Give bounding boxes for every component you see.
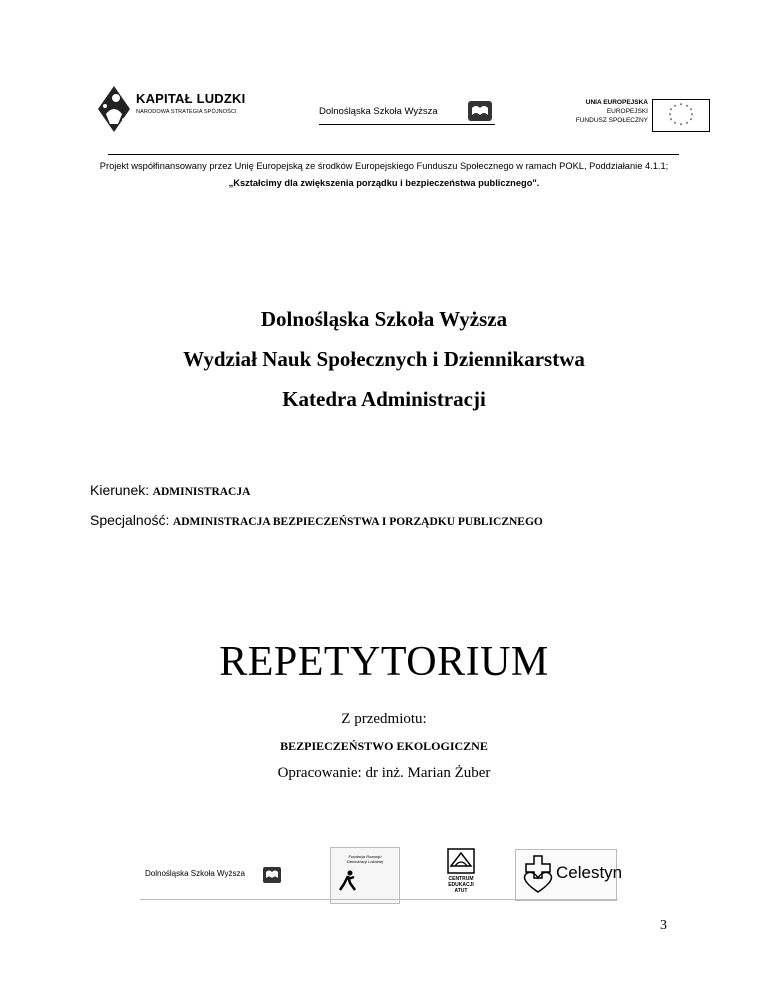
faculty-name: Wydział Nauk Społecznych i Dziennikarstwa bbox=[183, 347, 585, 371]
svg-text:*: * bbox=[690, 113, 694, 119]
atut-logo bbox=[444, 848, 478, 900]
document-title: REPETYTORIUM bbox=[219, 639, 549, 685]
svg-text:*: * bbox=[669, 118, 673, 124]
svg-text:*: * bbox=[679, 123, 683, 129]
dsw-footer-logo bbox=[140, 864, 290, 888]
eu-line2: EUROPEJSKI bbox=[606, 108, 648, 115]
university-name: Dolnośląska Szkoła Wyższa bbox=[260, 307, 508, 331]
svg-text:*: * bbox=[685, 104, 689, 111]
fundacja-logo bbox=[330, 847, 400, 904]
svg-text:*: * bbox=[679, 103, 683, 109]
atut-text: CENTRUM EDUKACJI ATUT bbox=[448, 876, 474, 894]
department-name: Katedra Administracji bbox=[282, 387, 486, 411]
kapital-ludzki-logo bbox=[96, 84, 286, 134]
eu-logo bbox=[575, 99, 710, 131]
running-figure-icon bbox=[339, 870, 357, 892]
footer-dsw-text: Dolnośląska Szkoła Wyższa bbox=[145, 869, 245, 878]
atut-emblem-icon bbox=[447, 848, 475, 874]
direction-value: ADMINISTRACJA bbox=[152, 486, 251, 498]
direction-row bbox=[90, 482, 250, 500]
celestyn-text: Celestyn bbox=[556, 863, 623, 882]
subject-name: BEZPIECZEŃSTWO EKOLOGICZNE bbox=[280, 739, 488, 753]
eu-line3: FUNDUSZ SPOŁECZNY bbox=[575, 117, 648, 124]
celestyn-heart-cross-icon bbox=[520, 854, 556, 894]
eu-flag-icon bbox=[652, 99, 710, 132]
header-rule bbox=[108, 154, 679, 155]
dsw-logo-text: Dolnośląska Szkoła Wyższa bbox=[319, 106, 438, 117]
author-line: Opracowanie: dr inż. Marian Żuber bbox=[277, 765, 491, 781]
dsw-book-icon bbox=[467, 100, 493, 122]
specialty-row bbox=[90, 512, 543, 530]
specialty-value: ADMINISTRACJA BEZPIECZEŃSTWA I PORZĄDKU PUBLICZNEGO bbox=[172, 516, 543, 528]
footer-logos-rule bbox=[140, 899, 618, 900]
project-slogan-line: „Kształcimy dla zwiększenia porządku i bezpieczeństwa publicznego". bbox=[228, 178, 540, 188]
subject-label: Z przedmiotu: bbox=[341, 711, 427, 727]
svg-text:*: * bbox=[689, 118, 693, 124]
page-number: 3 bbox=[660, 918, 667, 933]
celestyn-logo bbox=[515, 849, 623, 901]
kapital-ludzki-emblem-icon bbox=[96, 84, 132, 134]
specialty-label: Specjalność: bbox=[90, 512, 170, 528]
eu-line1: UNIA EUROPEJSKA bbox=[585, 99, 648, 106]
svg-text:*: * bbox=[669, 108, 673, 114]
svg-text:*: * bbox=[689, 108, 693, 114]
dsw-header-logo bbox=[319, 100, 499, 128]
fundacja-text: Fundacja Rozwoju Demokracji Lokalnej bbox=[346, 854, 383, 864]
kapital-ludzki-subtitle: NARODOWA STRATEGIA SPÓJNOŚCI bbox=[136, 109, 237, 115]
project-funding-line: Projekt współfinansowany przez Unię Europejską ze środków Europejskiego Funduszu Społecznego w ramach POKL, Poddziałanie 4.1.1; bbox=[99, 161, 669, 171]
svg-text:*: * bbox=[668, 113, 672, 119]
direction-label: Kierunek: bbox=[90, 482, 150, 498]
kapital-ludzki-title: KAPITAŁ LUDZKI bbox=[136, 91, 246, 106]
footer-dsw-book-icon bbox=[262, 866, 282, 884]
svg-text:*: * bbox=[673, 121, 677, 128]
dsw-logo-underline bbox=[319, 124, 495, 125]
svg-text:*: * bbox=[673, 104, 677, 111]
svg-text:*: * bbox=[685, 121, 689, 128]
